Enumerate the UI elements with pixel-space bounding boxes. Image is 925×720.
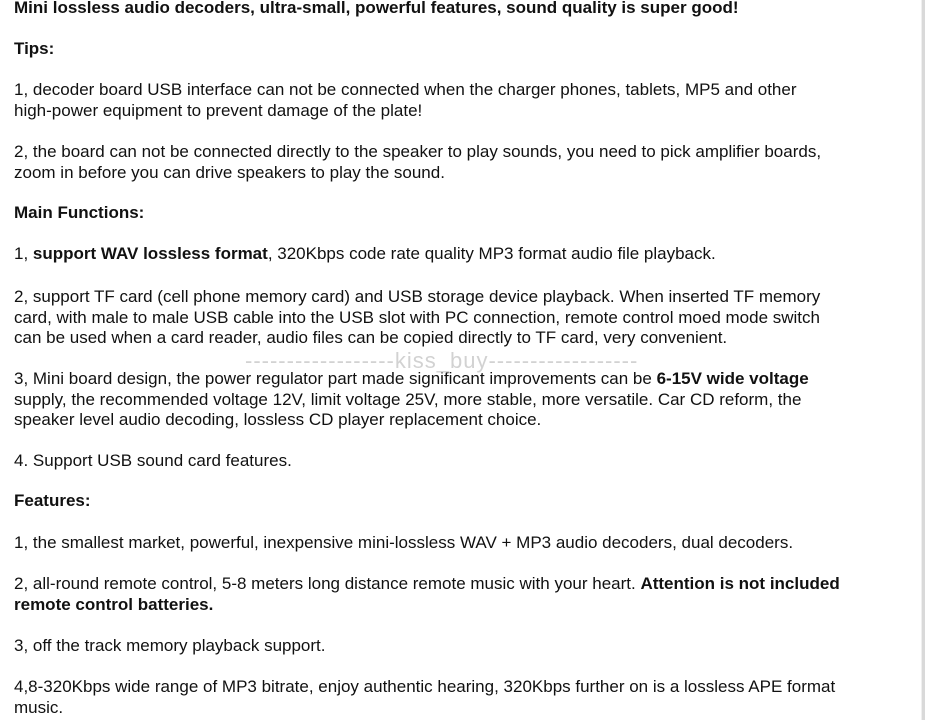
- tips-item-2-line-2: zoom in before you can drive speakers to play the sound.: [14, 162, 445, 182]
- features-item-4-line-1: 4,8-320Kbps wide range of MP3 bitrate, enjoy authentic hearing, 320Kbps further on is a lossless APE format: [14, 677, 836, 696]
- main-functions-item-3-prefix: 3, Mini board design, the power regulator part made significant improvements can be: [14, 369, 657, 388]
- main-functions-item-4: 4. Support USB sound card features.: [14, 451, 292, 470]
- main-functions-item-3-line-3: speaker level audio decoding, lossless CD player replacement choice.: [14, 410, 542, 429]
- main-functions-item-2-line-2: card, with male to male USB cable into the USB slot with PC connection, remote control moed mode switch: [14, 307, 820, 327]
- main-functions-item-1: [14, 244, 914, 265]
- tips-item-1-line-2: high-power equipment to prevent damage of the plate!: [14, 100, 423, 120]
- features-item-2-prefix: 2, all-round remote control, 5-8 meters long distance remote music with your heart.: [14, 574, 641, 593]
- main-functions-item-3-line-1: [14, 369, 914, 390]
- features-item-2-line-2: remote control batteries.: [14, 594, 214, 614]
- page-heading: Mini lossless audio decoders, ultra-small, powerful features, sound quality is super good!: [14, 0, 739, 17]
- main-functions-item-2-line-1: 2, support TF card (cell phone memory card) and USB storage device playback. When inserted TF memory: [14, 287, 821, 306]
- main-functions-item-1-prefix: 1,: [14, 244, 33, 263]
- main-functions-item-2-line-3: can be used when a card reader, audio files can be copied directly to TF card, very convenient.: [14, 328, 728, 347]
- features-item-3: 3, off the track memory playback support.: [14, 636, 326, 655]
- main-functions-item-3-line-2: supply, the recommended voltage 12V, limit voltage 25V, more stable, more versatile. Car CD reform, the: [14, 389, 802, 409]
- main-functions-item-1-rest: , 320Kbps code rate quality MP3 format audio file playback.: [267, 244, 716, 263]
- features-item-4-line-2: music.: [14, 697, 64, 717]
- features-item-1: 1, the smallest market, powerful, inexpensive mini-lossless WAV + MP3 audio decoders, dual decoders.: [14, 533, 794, 552]
- features-item-2-line-1: [14, 574, 914, 595]
- watermark: ------------------kiss_buy------------------: [245, 348, 639, 373]
- main-functions-item-3-highlight: 6-15V wide voltage: [656, 369, 809, 388]
- tips-item-1-line-1: 1, decoder board USB interface can not be connected when the charger phones, tablets, MP5 and other: [14, 80, 797, 99]
- tips-item-2-line-1: 2, the board can not be connected directly to the speaker to play sounds, you need to pick amplifier boards,: [14, 142, 822, 161]
- features-item-2-highlight: Attention is not included: [640, 574, 840, 593]
- main-functions-item-1-highlight: support WAV lossless format: [32, 244, 268, 263]
- tips-title: Tips:: [14, 39, 55, 58]
- features-title: Features:: [14, 491, 91, 510]
- main-functions-title: Main Functions:: [14, 203, 145, 222]
